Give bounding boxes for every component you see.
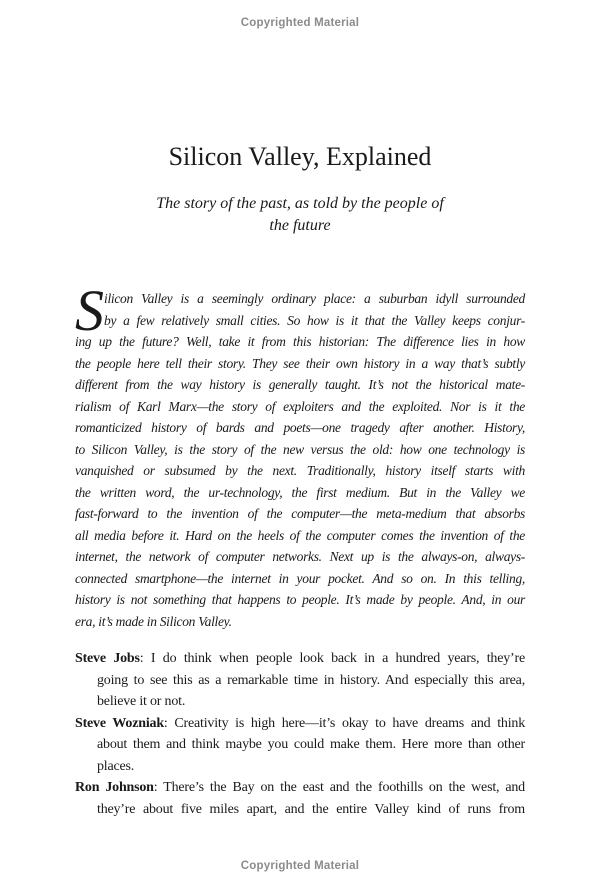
speaker-name: Steve Jobs xyxy=(75,651,140,666)
paragraph-line: to Silicon Valley, is the story of the new versus the old: how one technology is xyxy=(75,441,525,457)
page-title: Silicon Valley, Explained xyxy=(168,142,432,171)
paragraph-line: all media before it. Hard on the heels of the computer comes the invention of the xyxy=(75,527,525,543)
quote-line xyxy=(75,799,525,821)
paragraph-line: different from the way history is generally taught. It’s not the historical mate- xyxy=(75,377,525,392)
quote-line xyxy=(75,777,525,799)
quote-text: believe it or not. xyxy=(97,694,186,709)
paragraph-line: fast-forward to the invention of the computer—the meta-medium that absorbs xyxy=(75,506,525,521)
paragraph-line: by a few relatively small cities. So how is it that the Valley keeps conjur- xyxy=(104,312,525,328)
quote-line xyxy=(75,670,525,692)
paragraph-line: the people here tell their story. They see their own history in a way that’s subtly xyxy=(75,355,525,371)
paragraph-line: internet, the network of computer networks. Next up is the always-on, always- xyxy=(75,549,525,564)
page-subtitle xyxy=(0,193,600,237)
quote-text: about them and think maybe you could make them. Here more than other xyxy=(97,737,525,752)
copyright-header-notice: Copyrighted Material xyxy=(240,17,360,29)
subtitle-line: The story of the past, as told by the people of xyxy=(156,195,444,212)
quote-line xyxy=(75,734,525,756)
quote-text: : Creativity is high here—it’s okay to have dreams and think xyxy=(163,715,526,731)
quote-line xyxy=(75,756,525,778)
drop-cap: S xyxy=(75,278,104,343)
paragraph-line: connected smartphone—the internet in your pocket. And so on. In this telling, xyxy=(75,570,525,586)
paragraph-line: ilicon Valley is a seemingly ordinary place: a suburban idyll surrounded xyxy=(104,291,525,306)
paragraph-line: the written word, the ur-technology, the first medium. But in the Valley we xyxy=(75,484,525,500)
paragraph-line: rialism of Karl Marx—the story of exploiters and the exploited. Nor is it the xyxy=(75,398,525,414)
quote-text: : I do think when people look back in a hundred years, they’re xyxy=(139,651,525,666)
quote-text: places. xyxy=(97,758,135,774)
paragraph-line: vanquished or subsumed by the next. Traditionally, history itself starts with xyxy=(75,463,525,478)
quote-line xyxy=(75,691,525,713)
quote-text: : There’s the Bay on the east and the foothills on the west, and xyxy=(153,780,525,795)
lead-paragraph xyxy=(75,278,525,632)
quote-line xyxy=(75,713,525,735)
quote-line xyxy=(75,648,525,670)
quote-text: they’re about five miles apart, and the entire Valley kind of runs from xyxy=(97,801,525,817)
paragraph-line: romanticized history of bards and poets—one tragedy after another. History, xyxy=(75,420,525,435)
speaker-name: Ron Johnson xyxy=(75,780,154,795)
paragraph-line: history is not something that happens to people. It’s made by people. And, in our xyxy=(75,592,525,607)
quotes-section xyxy=(75,648,525,820)
quote-text: going to see this as a remarkable time in history. And especially this area, xyxy=(97,672,525,688)
speaker-name: Steve Wozniak xyxy=(75,715,164,731)
copyright-footer-notice: Copyrighted Material xyxy=(240,860,360,872)
paragraph-line: era, it’s made in Silicon Valley. xyxy=(75,613,232,629)
subtitle-line: the future xyxy=(269,217,331,234)
paragraph-line: ing up the future? Well, take it from this historian: The difference lies in how xyxy=(75,334,525,349)
